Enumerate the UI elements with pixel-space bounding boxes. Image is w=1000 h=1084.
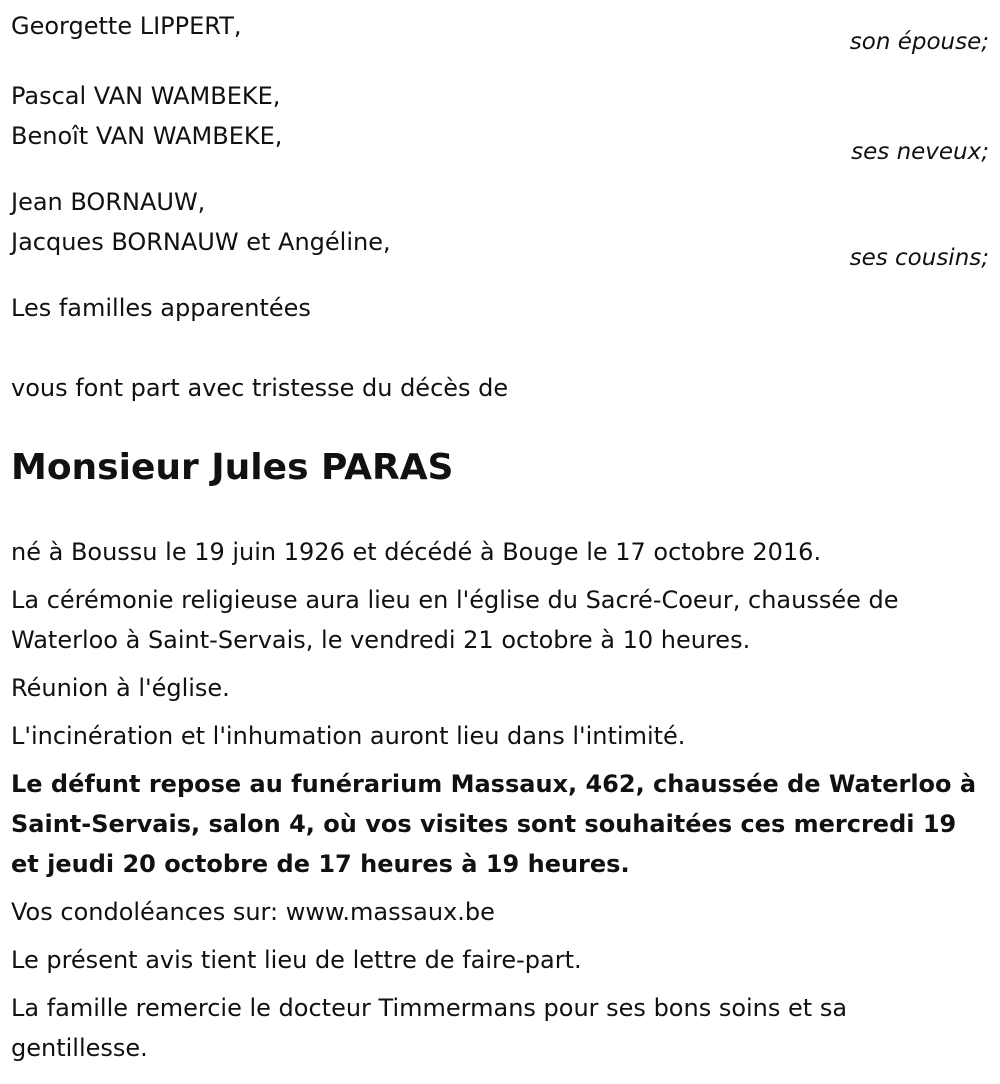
obituary-notice	[11, 6, 989, 1068]
condolences-paragraph: Vos condoléances sur: www.massaux.be	[11, 898, 495, 926]
mourner-role: son épouse;	[849, 29, 989, 55]
mourner-group-families	[11, 288, 989, 328]
mourner-group-spouse	[11, 6, 989, 70]
meeting-paragraph: Réunion à l'église.	[11, 674, 230, 702]
announcement-intro: vous font part avec tristesse du décès de	[11, 374, 509, 402]
visitation-paragraph: Le défunt repose au funérarium Massaux, 462, chaussée de Waterloo à Saint-Servais, salon 4, où vos visites sont souhaitées ces mercredi 19 et jeudi 20 octobre de 17 heures à 19 heures.	[11, 770, 977, 878]
ceremony-paragraph: La cérémonie religieuse aura lieu en l'église du Sacré-Coeur, chaussée de Waterloo à Saint-Servais, le vendredi 21 octobre à 10 heures.	[11, 586, 899, 654]
mourner-name: Jean BORNAUW,	[11, 188, 206, 216]
thanks-paragraph: La famille remercie le docteur Timmermans pour ses bons soins et sa gentillesse.	[11, 994, 848, 1062]
mourner-role: ses cousins;	[849, 245, 989, 271]
mourner-name: Georgette LIPPERT,	[11, 12, 242, 40]
mourner-name: Jacques BORNAUW et Angéline,	[11, 228, 391, 256]
mourner-name: Pascal VAN WAMBEKE,	[11, 82, 281, 110]
mourner-group-nephews	[11, 76, 989, 172]
mourner-role: ses neveux;	[851, 139, 989, 165]
mourner-name: Benoît VAN WAMBEKE,	[11, 122, 283, 150]
mourner-group-cousins	[11, 182, 989, 278]
birth-death-paragraph: né à Boussu le 19 juin 1926 et décédé à Bouge le 17 octobre 2016.	[11, 538, 822, 566]
mourner-name: Les familles apparentées	[11, 294, 311, 322]
deceased-name: Monsieur Jules PARAS	[11, 447, 454, 488]
cremation-paragraph: L'incinération et l'inhumation auront lieu dans l'intimité.	[11, 722, 686, 750]
notice-paragraph: Le présent avis tient lieu de lettre de faire-part.	[11, 946, 582, 974]
